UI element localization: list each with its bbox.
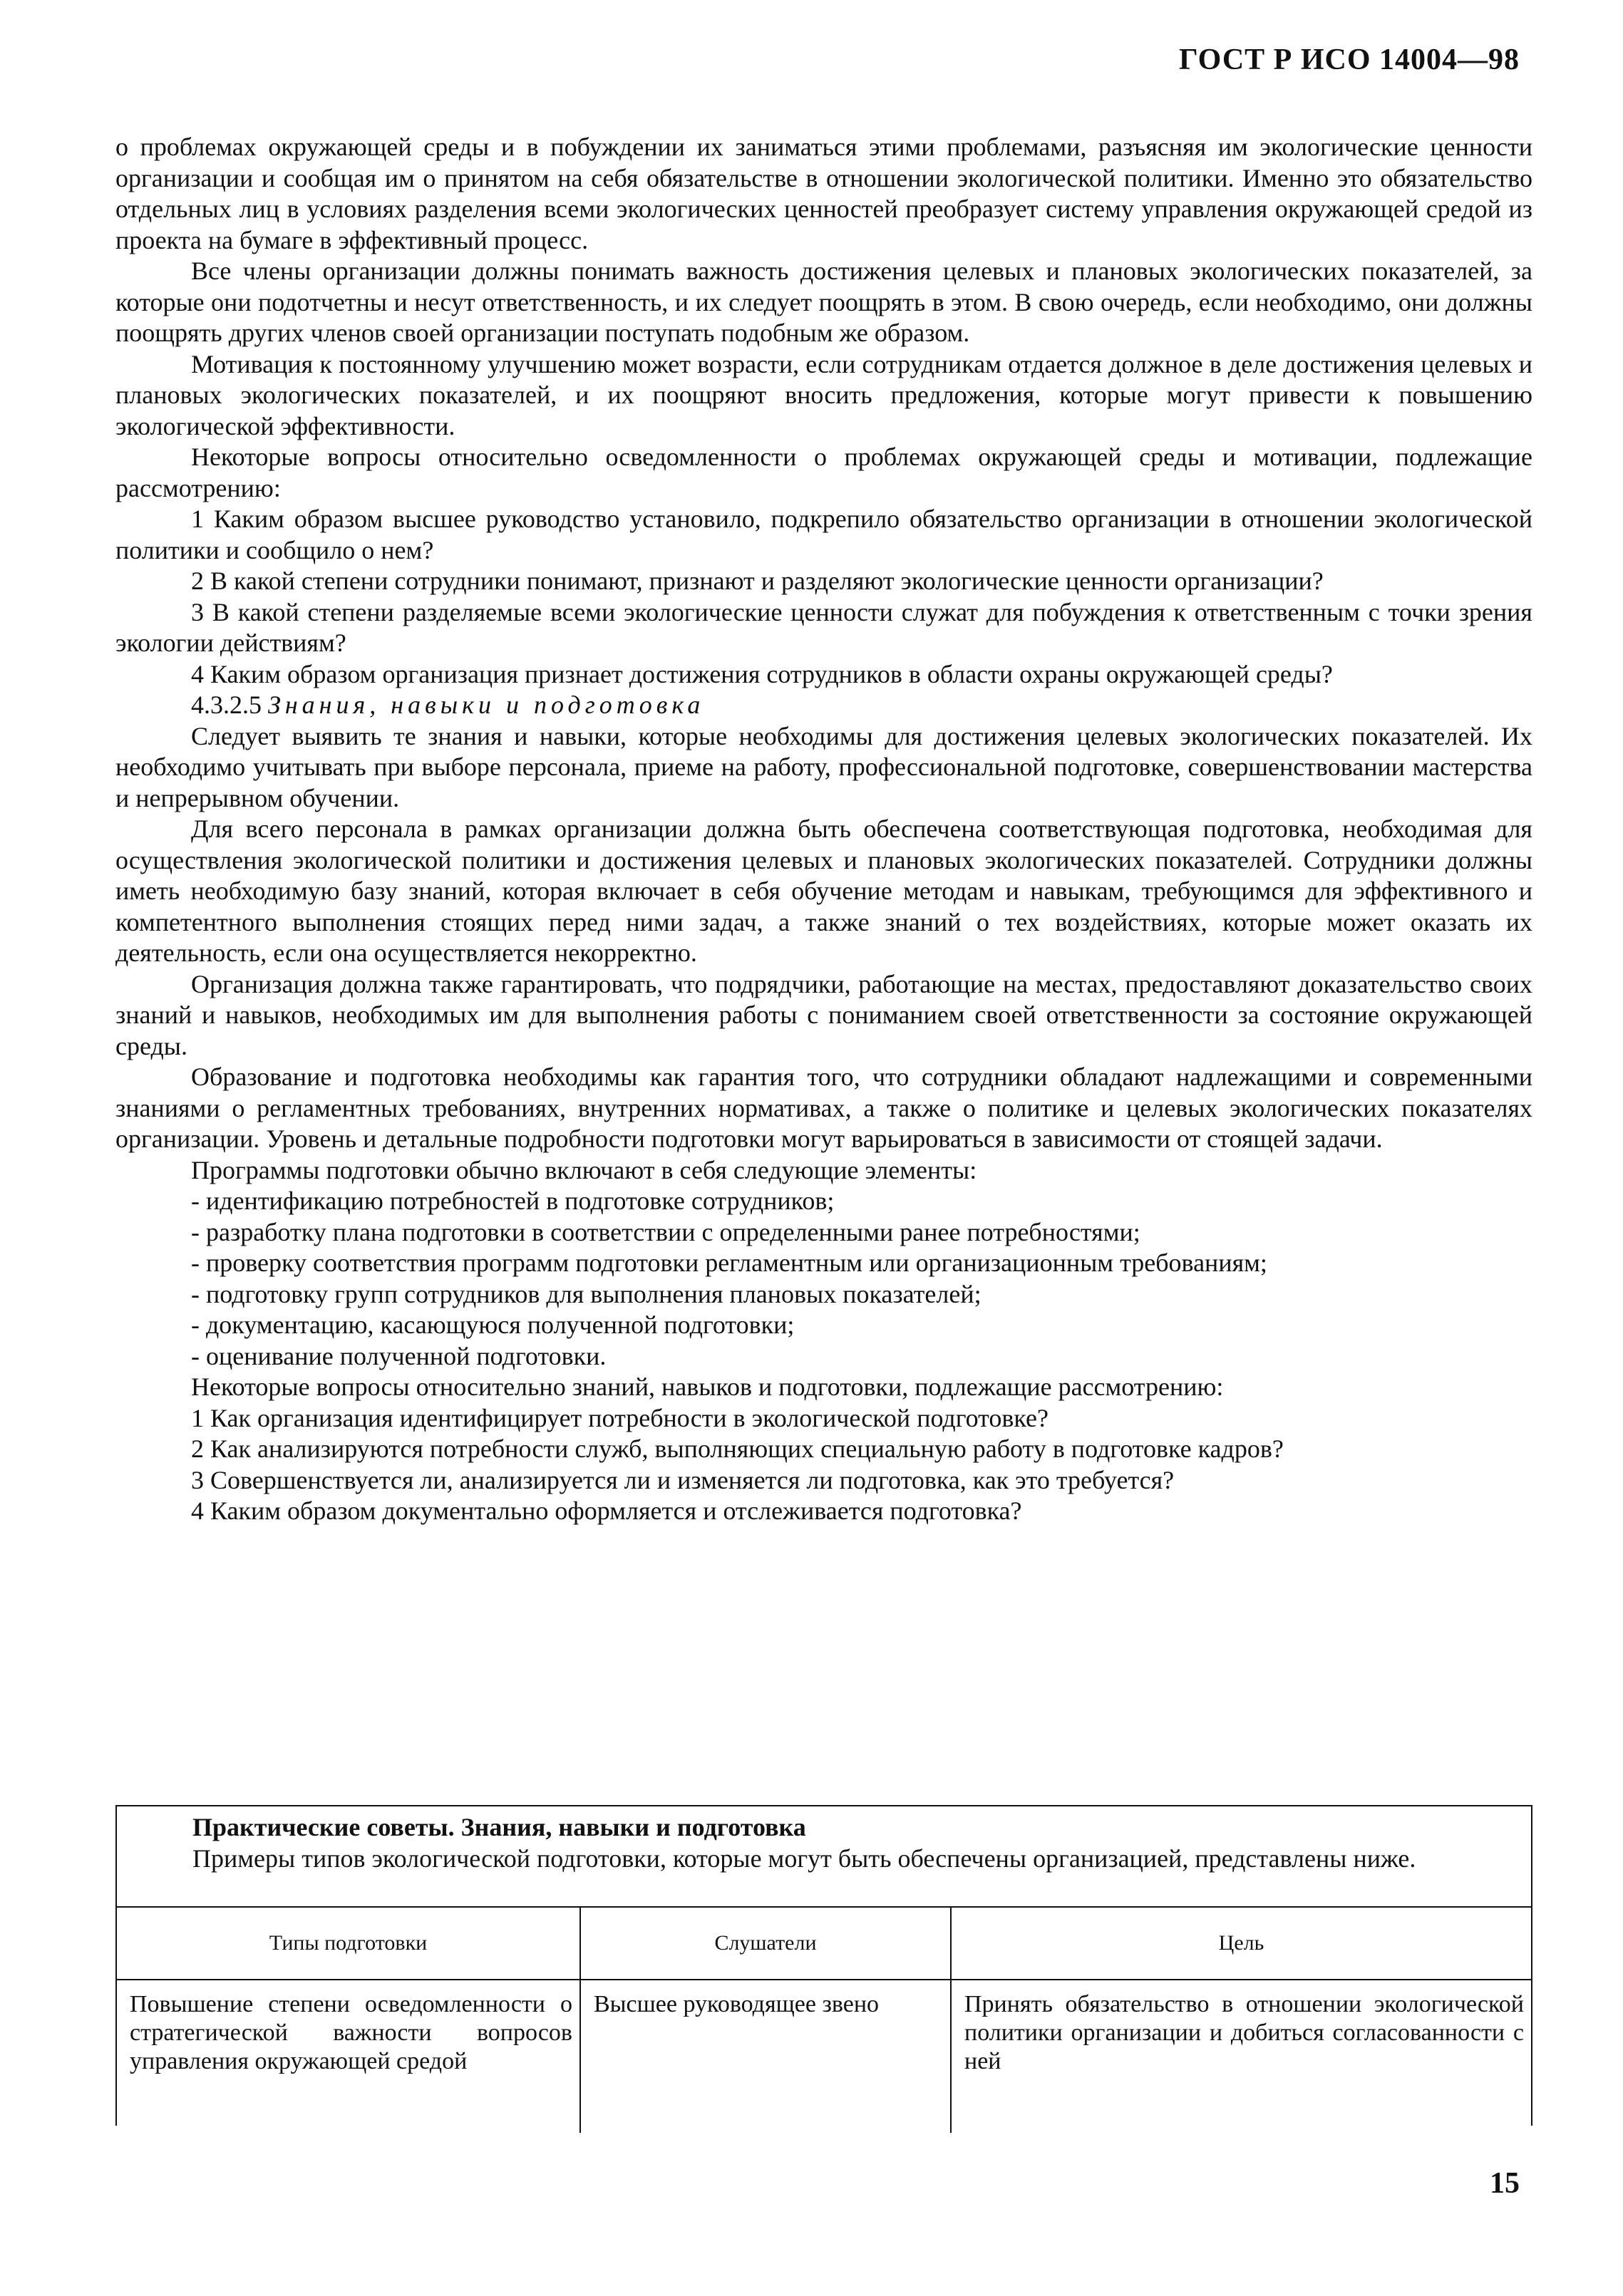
training-types-table [117,1906,1531,2133]
paragraph: Организация должна также гарантировать, что подрядчики, работающие на местах, предоставляют доказательство своих знаний и навыков, необходимых им для выполнения работы с пониманием своей ответственности за состояние окружающей среды. [115,969,1532,1060]
table-cell: Принять обязательство в отношении экологической политики организации и добиться согласованности с ней [951,1980,1531,2133]
paragraph: Некоторые вопросы относительно осведомленности о проблемах окружающей среды и мотивации, подлежащие рассмотрению: [115,443,1532,502]
table-cell: Повышение степени осведомленности о стратегической важности вопросов управления окружающей средой [117,1980,580,2133]
column-header: Типы подготовки [117,1907,580,1980]
question-item: 1 Как организация идентифицирует потребности в экологической подготовке? [191,1403,1048,1432]
box-text [192,1843,1510,1875]
question-item: 4 Каким образом документально оформляется и отслеживается подготовка? [191,1496,1022,1525]
document-code: ГОСТ Р ИСО 14004—98 [1178,43,1520,76]
paragraph: Следует выявить те знания и навыки, которые необходимы для достижения целевых экологических показателей. Их необходимо учитывать при выборе персонала, приеме на работу, профессиональной подготовке, совершенствовании мастерства и непрерывном обучении. [115,721,1532,812]
page-body [115,132,1532,1527]
list-item: - разработку плана подготовки в соответствии с определенными ранее потребностями; [191,1217,1140,1246]
question-item: 3 В какой степени разделяемые всеми экологические ценности служат для побуждения к ответственным с точки зрения экологии действиям? [115,597,1532,657]
paragraph: Некоторые вопросы относительно знаний, навыков и подготовки, подлежащие рассмотрению: [191,1372,1224,1401]
table-row [117,1980,1531,2133]
column-header: Слушатели [580,1907,951,1980]
section-number: 4.3.2.5 [191,691,262,719]
list-item: - оценивание полученной подготовки. [191,1341,607,1370]
question-item: 2 Как анализируются потребности служб, выполняющих специальную работу в подготовке кадров? [191,1434,1284,1463]
box-intro-text: Примеры типов экологической подготовки, которые могут быть обеспечены организацией, представлены ниже. [192,1843,1416,1873]
column-header: Цель [951,1907,1531,1980]
question-item: 2 В какой степени сотрудники понимают, признают и разделяют экологические ценности организации? [191,567,1324,595]
paragraph: Программы подготовки обычно включают в себя следующие элементы: [191,1155,977,1184]
question-item: 4 Каким образом организация признает достижения сотрудников в области охраны окружающей среды? [191,659,1333,688]
box-title: Практические советы. Знания, навыки и подготовка [192,1813,806,1841]
page-number: 15 [1490,2167,1520,2200]
practical-advice-box [115,1805,1532,2126]
paragraph: Для всего персонала в рамках организации должна быть обеспечена соответствующая подготовка, необходимая для осуществления экологической политики и достижения целевых и плановых экологических показателей. Сотрудники должны иметь необходимую базу знаний, которая включает в себя обучение методам и навыкам, требующимся для эффективного и компетентного выполнения стоящих перед ними задач, а также знаний о тех воздействиях, которые может оказать их деятельность, если она осуществляется некорректно. [115,815,1532,967]
paragraph: Все члены организации должны понимать важность достижения целевых и плановых экологических показателей, за которые они подотчетны и несут ответственность, и их следует поощрять в этом. В свою очередь, если необходимо, они должны поощрять других членов своей организации поступать подобным же образом. [115,257,1532,347]
question-item: 1 Каким образом высшее руководство установило, подкрепило обязательство организации в отношении экологической политики и сообщило о нем? [115,505,1532,564]
section-heading [115,690,1532,721]
paragraph: Образование и подготовка необходимы как гарантия того, что сотрудники обладают надлежащими и современными знаниями о регламентных требованиях, внутренних нормативах, а также о политике и целевых экологических показателях организации. Уровень и детальные подробности подготовки могут варьироваться в зависимости от стоящей задачи. [115,1062,1532,1153]
box-intro [117,1806,1531,1884]
question-item: 3 Совершенствуется ли, анализируется ли и изменяется ли подготовка, как это требуется? [191,1465,1175,1494]
paragraph: Мотивация к постоянному улучшению может возрасти, если сотрудникам отдается должное в деле достижения целевых и плановых экологических показателей, и их поощряют вносить предложения, которые могут привести к повышению экологической эффективности. [115,349,1532,440]
paragraph: о проблемах окружающей среды и в побуждении их заниматься этими проблемами, разъясняя им экологические ценности организации и сообщая им о принятом на себя обязательстве в отношении экологической политики. Именно это обязательство отдельных лиц в условиях разделения всеми экологических ценностей преобразует систему управления окружающей средой из проекта на бумаге в эффективный процесс. [115,133,1532,254]
list-item: - документацию, касающуюся полученной подготовки; [191,1310,795,1339]
table-header-row [117,1907,1531,1980]
table-cell: Высшее руководящее звено [580,1980,951,2133]
section-title: Знания, навыки и подготовка [268,691,705,719]
list-item: - проверку соответствия программ подготовки регламентным или организационным требованиям; [191,1248,1267,1277]
list-item: - подготовку групп сотрудников для выполнения плановых показателей; [191,1279,981,1308]
list-item: - идентификацию потребностей в подготовке сотрудников; [191,1186,835,1215]
